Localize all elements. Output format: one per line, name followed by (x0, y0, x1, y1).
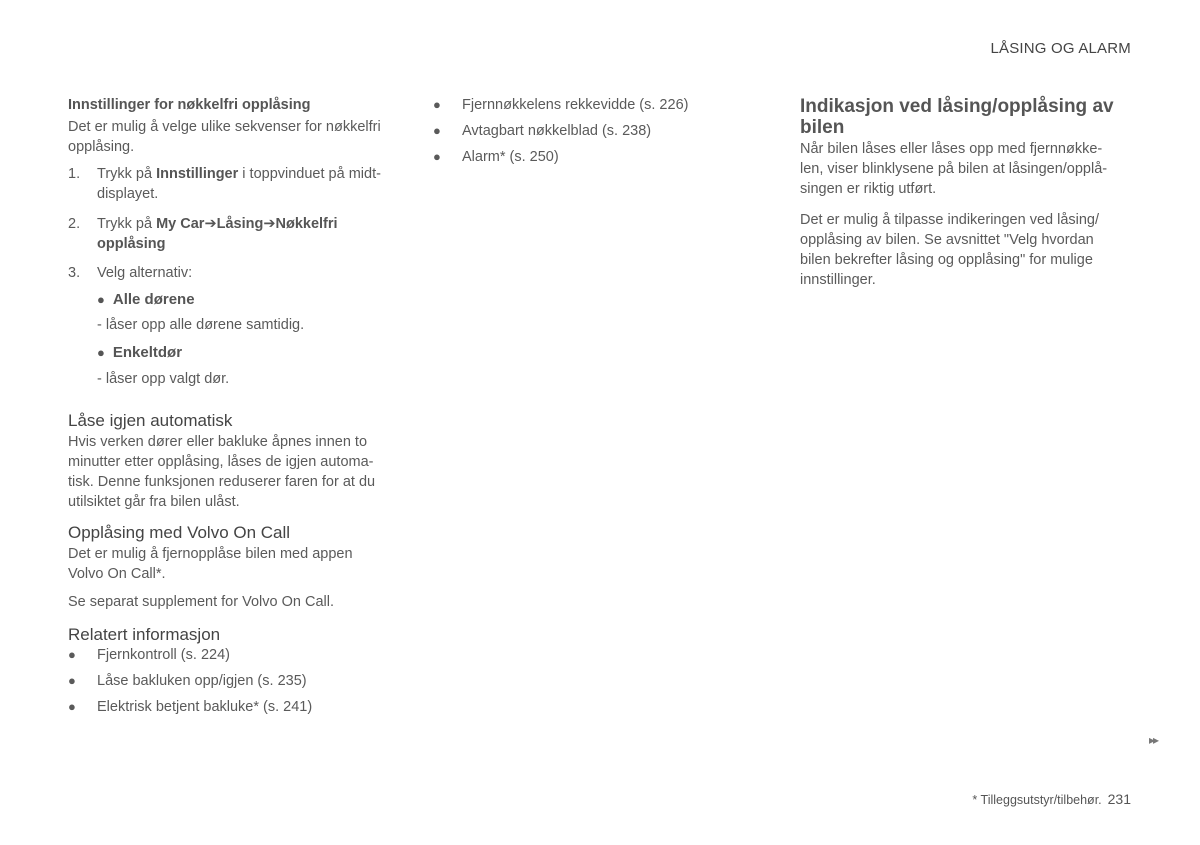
related-link-item[interactable] (68, 671, 398, 691)
auto-relock-text (68, 432, 398, 512)
related-link-text[interactable]: Fjernkontroll (s. 224) (97, 647, 230, 663)
text-line: Det er mulig å velge ulike sekvenser for nøkkelfri (68, 119, 381, 135)
bullet-icon: ● (68, 647, 76, 662)
bullet-icon: ● (433, 123, 441, 138)
text-line: utilsiktet går fra bilen ulåst. (68, 494, 240, 510)
page-number: 231 (1107, 791, 1131, 807)
text-line: minutter etter opplåsing, låses de igjen automa- (68, 454, 374, 470)
option-label: Enkeltdør (112, 344, 183, 361)
related-link-text[interactable]: Alarm* (s. 250) (462, 149, 559, 165)
text-line: Det er mulig å fjernopplåse bilen med appen (68, 546, 353, 562)
footnote: * Tilleggsutstyr/tilbehør. (972, 793, 1102, 807)
text-fragment: Trykk på (97, 216, 157, 232)
indication-heading (800, 96, 1140, 138)
menu-label: My Car (156, 216, 205, 232)
text-line: len, viser blinklysene på bilen at låsingen/opplå- (800, 161, 1108, 177)
option-label: Alle dørene (112, 291, 195, 308)
menu-label: Innstillinger (156, 166, 239, 182)
volvo-on-call-supplement: Se separat supplement for Volvo On Call. (68, 594, 334, 610)
text-line: bilen bekrefter låsing og opplåsing" for mulige (800, 252, 1093, 268)
keyless-settings-subheading: Innstillinger for nøkkelfri opplåsing (68, 97, 311, 113)
text-fragment: displayet. (97, 186, 159, 202)
auto-relock-heading: Låse igjen automatisk (68, 411, 233, 430)
continue-arrow-icon: ▸▸ (1149, 733, 1158, 747)
indication-settings-text (800, 210, 1130, 290)
text-line: Når bilen låses eller låses opp med fjernnøkke- (800, 141, 1103, 157)
related-link-text[interactable]: Låse bakluken opp/igjen (s. 235) (97, 673, 307, 689)
step-text (97, 164, 397, 204)
menu-label: Nøkkelfri (275, 216, 338, 232)
text-line: Volvo On Call*. (68, 566, 166, 582)
footer (972, 791, 1131, 807)
option-single-door (97, 344, 182, 361)
related-link-text[interactable]: Elektrisk betjent bakluke* (s. 241) (97, 699, 313, 715)
volvo-on-call-heading: Opplåsing med Volvo On Call (68, 523, 291, 542)
text-line: innstillinger. (800, 272, 876, 288)
volvo-on-call-text (68, 544, 398, 584)
step-1 (68, 164, 398, 204)
option-description: - låser opp valgt dør. (97, 371, 230, 387)
step-text: Velg alternativ: (97, 265, 193, 281)
step-text (97, 214, 397, 254)
text-line: Det er mulig å tilpasse indikeringen ved låsing/ (800, 212, 1100, 228)
step-3 (68, 263, 398, 283)
indication-text (800, 139, 1130, 199)
related-link-item[interactable] (433, 121, 733, 141)
text-fragment: Trykk på (97, 166, 157, 182)
keyless-intro (68, 117, 381, 157)
bullet-icon: ● (433, 97, 441, 112)
related-link-item[interactable] (68, 645, 398, 665)
heading-line: Indikasjon ved låsing/opplåsing av (800, 96, 1114, 117)
step-number: 2. (68, 216, 81, 232)
heading-line: bilen (800, 117, 845, 138)
step-number: 3. (68, 265, 81, 281)
step-2 (68, 214, 398, 254)
bullet-icon: ● (68, 673, 76, 688)
option-all-doors (97, 291, 195, 308)
related-link-item[interactable] (433, 147, 733, 167)
menu-label: opplåsing (97, 236, 166, 252)
text-line: Hvis verken dører eller bakluke åpnes innen to (68, 434, 368, 450)
arrow-icon: ➔ (263, 216, 276, 232)
related-info-heading: Relatert informasjon (68, 625, 221, 644)
step-number: 1. (68, 166, 81, 182)
bullet-icon: ● (97, 345, 105, 360)
section-title: LÅSING OG ALARM (990, 40, 1131, 57)
text-line: singen er riktig utført. (800, 181, 937, 197)
text-line: opplåsing av bilen. Se avsnittet "Velg hvordan (800, 232, 1094, 248)
option-description: - låser opp alle dørene samtidig. (97, 317, 305, 333)
arrow-icon: ➔ (204, 216, 217, 232)
text-line: opplåsing. (68, 139, 135, 155)
bullet-icon: ● (433, 149, 441, 164)
menu-label: Låsing (216, 216, 264, 232)
bullet-icon: ● (97, 292, 105, 307)
bullet-icon: ● (68, 699, 76, 714)
text-fragment: i toppvinduet på midt- (238, 166, 381, 182)
related-link-text[interactable]: Fjernnøkkelens rekkevidde (s. 226) (462, 97, 689, 113)
text-line: tisk. Denne funksjonen reduserer faren for at du (68, 474, 376, 490)
related-link-item[interactable] (433, 95, 733, 115)
related-link-text[interactable]: Avtagbart nøkkelblad (s. 238) (462, 123, 652, 139)
related-link-item[interactable] (68, 697, 398, 717)
